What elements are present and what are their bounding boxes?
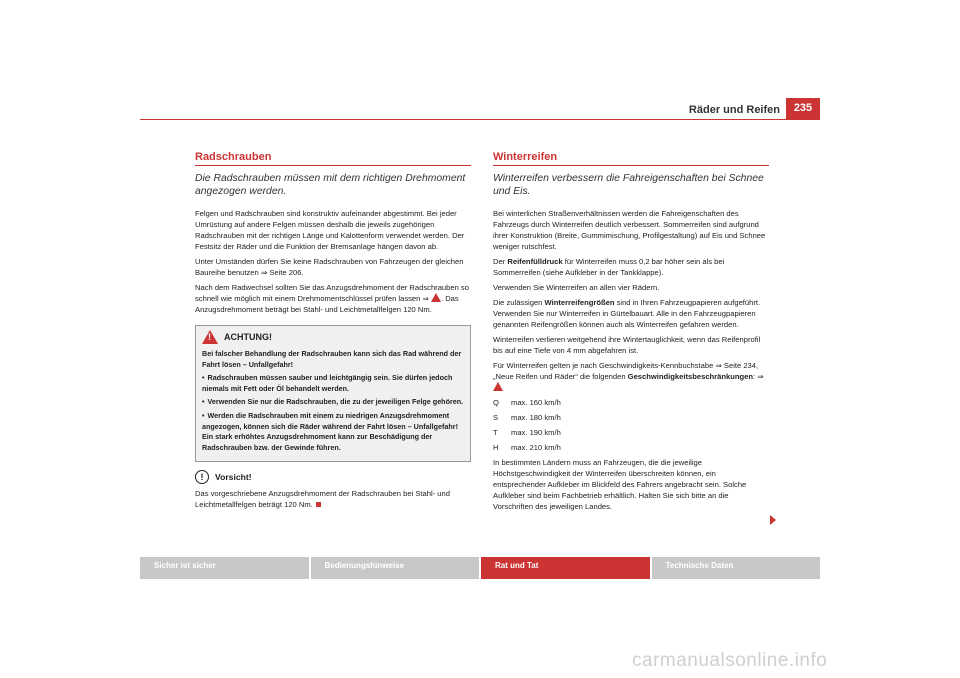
paragraph: Winterreifen verlieren weitgehend ihre Wintertauglichkeit, wenn das Reifenprofil bis auf eine Tiefe von 4 mm abgefahren ist.	[493, 335, 761, 355]
paragraph: Bei winterlichen Straßenverhältnissen werden die Fahreigenschaften des Fahrzeugs durch Winterreifen deutlich verbessert. Sommerreifen sind aufgrund ihrer Konstruktion (Breite, Gummimischung, Profilgestaltung) auf Eis und Schnee weniger rutschfest.	[493, 209, 766, 251]
paragraph: In bestimmten Ländern muss an Fahrzeugen, die die jeweilige Höchstgeschwindigkeit der Winterreifen überschreiten können, ein entsprechender Aufkleber im Blickfeld des Fahrers angebracht sein. Solche Aufkleber sind beim Fachbetrieb erhältlich. Halten Sie sich bitte an die Vorschriften des jeweiligen Landes.	[493, 458, 747, 511]
vorsicht-title: Vorsicht!	[215, 471, 252, 482]
paragraph: Die zulässigen Winterreifengrößen sind in Ihren Fahrzeugpapieren aufgeführt. Verwenden Sie nur Winterreifen in Gürtelbauart. Alle in den Fahrzeugpapieren genannten Reifengrößen können auch als Winterreifen gefahren werden.	[493, 298, 761, 329]
vorsicht-header	[195, 470, 471, 484]
warning-icon[interactable]	[493, 382, 503, 391]
bullet-icon: •	[202, 373, 205, 383]
achtung-bullet: • Werden die Radschrauben mit einem zu niedrigen Anzugsdrehmoment angezogen, können sich die Räder während der Fahrt lösen – Unfallgefahr! Ein stark erhöhtes Anzugsdrehmoment kann zur Beschädigung der Radschrauben bzw. der Gewinde führen.	[202, 410, 459, 452]
left-column	[195, 152, 471, 514]
paragraph	[195, 282, 471, 315]
section-title-radschrauben: Radschrauben	[195, 151, 272, 163]
footer-tab-rat-und-tat[interactable]: Rat und Tat	[481, 557, 650, 579]
running-header-title: Räder und Reifen	[688, 104, 780, 116]
footer-tab-bedienungshinweise[interactable]: Bedienungshinweise	[311, 557, 480, 579]
vorsicht-text: Das vorgeschriebene Anzugsdrehmoment der Radschrauben bei Stahl- und Leichtmetallfelgen beträgt 120 Nm.	[195, 489, 450, 510]
header-rule	[140, 119, 820, 120]
section-rule	[195, 165, 471, 166]
speed-limit-row: H max. 210 km/h	[493, 443, 561, 452]
bullet-icon: •	[202, 397, 205, 407]
page-number-badge: 235	[786, 98, 820, 119]
achtung-header	[202, 330, 464, 344]
paragraph: Verwenden Sie Winterreifen an allen vier Rädern.	[493, 283, 660, 292]
section-rule	[493, 165, 769, 166]
paragraph: Für Winterreifen gelten je nach Geschwindigkeits-Kennbuchstabe ⇒ Seite 234, „Neue Reifen und Räder“ die folgenden Geschwindigkeitsbeschränkungen: ⇒	[493, 360, 769, 393]
watermark-text: carmanualsonline.info	[632, 650, 828, 671]
paragraph: Felgen und Radschrauben sind konstruktiv aufeinander abgestimmt. Bei jeder Umrüstung auf andere Felgen müssen deshalb die jeweils zugehörigen Radschrauben mit der richtigen Länge und Kalottenform verwendet werden. Der Festsitz der Räder und die Funktion der Bremsanlage hängen davon ab.	[195, 209, 465, 251]
achtung-intro: Bei falscher Behandlung der Radschrauben kann sich das Rad während der Fahrt lösen – Unfallgefahr!	[202, 349, 462, 369]
footer-nav	[140, 557, 820, 579]
speed-limit-row: Q max. 160 km/h	[493, 398, 561, 407]
end-marker-icon	[316, 502, 321, 507]
achtung-title: ACHTUNG!	[224, 331, 272, 342]
footer-tab-technische-daten[interactable]: Technische Daten	[652, 557, 821, 579]
achtung-warning-box	[195, 325, 471, 462]
next-page-arrow-icon[interactable]	[770, 515, 776, 525]
achtung-bullet: • Radschrauben müssen sauber und leichtgängig sein. Sie dürfen jedoch niemals mit Fett oder Öl behandelt werden.	[202, 373, 453, 393]
section-subtitle: Die Radschrauben müssen mit dem richtigen Drehmoment angezogen werden.	[195, 173, 466, 197]
warning-icon[interactable]	[431, 293, 441, 302]
exclamation-circle-icon: !	[195, 470, 209, 484]
bullet-icon: •	[202, 410, 205, 420]
paragraph: Unter Umständen dürfen Sie keine Radschrauben von Fahrzeugen der gleichen Baureihe benutzen ⇒ Seite 206.	[195, 257, 464, 277]
speed-limit-row: T max. 190 km/h	[493, 428, 561, 437]
section-subtitle: Winterreifen verbessern die Fahreigenschaften bei Schnee und Eis.	[493, 173, 764, 197]
paragraph: Der Reifenfülldruck für Winterreifen muss 0,2 bar höher sein als bei Sommerreifen (siehe Aufkleber in der Tankklappe).	[493, 257, 725, 277]
warning-triangle-icon: !	[202, 330, 218, 344]
right-column	[493, 152, 769, 516]
speed-limit-row: S max. 180 km/h	[493, 413, 561, 422]
section-title-winterreifen: Winterreifen	[493, 151, 558, 163]
paragraph-part: Nach dem Radwechsel sollten Sie das Anzugsdrehmoment der Radschrauben so schnell wie möglich mit einem Drehmomentschlüssel prüfen lassen ⇒	[195, 283, 469, 303]
footer-tab-sicher-ist-sicher[interactable]: Sicher ist sicher	[140, 557, 309, 579]
achtung-bullet: • Verwenden Sie nur die Radschrauben, die zu der jeweiligen Felge gehören.	[202, 397, 464, 407]
paragraph-part: . Das Anzugsdrehmoment beträgt bei Stahl- und Leichtmetallfelgen 120 Nm.	[195, 294, 459, 314]
